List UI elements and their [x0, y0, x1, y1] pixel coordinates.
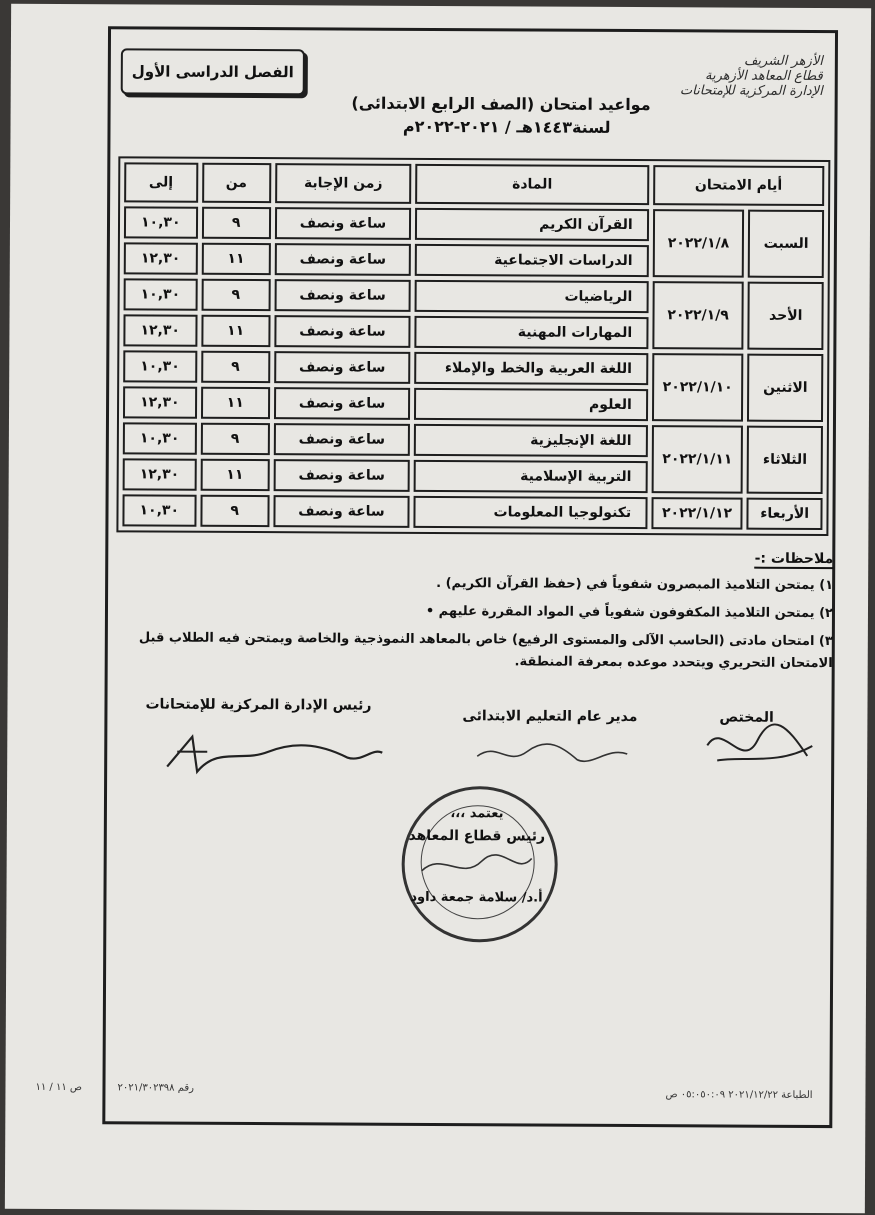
- stamp-line-2: رئيس قطاع المعاهد: [408, 827, 546, 845]
- subject-cell: تكنولوجيا المعلومات: [414, 496, 648, 529]
- duration-cell: ساعة ونصف: [274, 279, 411, 312]
- duration-cell: ساعة ونصف: [274, 387, 411, 420]
- to-cell: ١٠,٣٠: [123, 422, 197, 454]
- to-cell: ١٢,٣٠: [123, 458, 197, 490]
- subject-cell: القرآن الكريم: [415, 208, 649, 241]
- subject-cell: العلوم: [414, 388, 648, 421]
- footer-page-number: ص ١١ / ١١: [35, 1081, 83, 1094]
- notes-section: [123, 544, 834, 675]
- header-from: من: [202, 163, 271, 203]
- date-cell: ٢٠٢٢/١/١٠: [652, 353, 744, 421]
- stamp-line-3: أ.د/ سلامة جمعة داود: [410, 889, 543, 906]
- org-line-3: الإدارة المركزية للإمتحانات: [679, 83, 823, 100]
- table-row: [123, 350, 823, 386]
- to-cell: ١٠,٣٠: [123, 350, 197, 382]
- note-item: ٢) يمتحن التلاميذ المكفوفون شفوياً في المواد المقررة عليهم •: [425, 603, 834, 622]
- from-cell: ١١: [201, 315, 270, 347]
- subject-cell: اللغة الإنجليزية: [414, 424, 648, 457]
- date-cell: ٢٠٢٢/١/١٢: [651, 497, 743, 529]
- from-cell: ٩: [200, 495, 269, 527]
- organization-header: [623, 53, 823, 99]
- to-cell: ١٢,٣٠: [124, 242, 198, 274]
- footer-reference: رقم ٢٠٢١/٣٠٢٣٩٨: [117, 1082, 195, 1094]
- director-signature: [467, 731, 637, 777]
- from-cell: ٩: [201, 207, 270, 239]
- from-cell: ٩: [200, 423, 269, 455]
- stamp-line-1: يعتمد ،،،: [450, 806, 504, 822]
- day-cell: الأربعاء: [747, 498, 823, 530]
- from-cell: ٩: [201, 351, 270, 383]
- org-line-2: قطاع المعاهد الأزهرية: [704, 68, 823, 85]
- exam-schedule-table: [116, 156, 830, 536]
- signature-specialist-label: المختص: [719, 709, 774, 726]
- day-cell: الثلاثاء: [747, 426, 823, 494]
- table-row: [124, 206, 824, 242]
- stamp-signature: [417, 846, 537, 887]
- date-cell: ٢٠٢٢/١/٩: [652, 281, 744, 349]
- duration-cell: ساعة ونصف: [273, 459, 410, 492]
- date-cell: ٢٠٢٢/١/١١: [651, 425, 743, 493]
- header-days: أيام الامتحان: [653, 165, 824, 206]
- title-line-1: مواعيد امتحان (الصف الرابع الابتدائى): [351, 93, 651, 115]
- note-item: ١) يمتحن التلاميذ المبصرون شفوياً في (حفظ القرآن الكريم) .: [436, 575, 834, 594]
- to-cell: ١٠,٣٠: [124, 206, 198, 238]
- footer-print-date: الطباعة ٢٠٢١/١٢/٢٢ ٠٥:٠٥٠:٠٩ ص: [665, 1089, 813, 1101]
- note-item: ٣) امتحان مادتى (الحاسب الآلى والمستوى الرفيع) خاص بالمعاهد النموذجية والخاصة ويمتحن فيه الطلاب قبل الامتحان التحريري ويتحدد موعده بمعرفة المنطقة.: [138, 630, 833, 672]
- specialist-signature: [697, 715, 822, 776]
- header-to: إلى: [124, 162, 198, 202]
- signature-director-label: مدير عام التعليم الابتدائى: [462, 708, 638, 726]
- notes-heading: ملاحظات :-: [754, 550, 834, 568]
- term-label: الفصل الدراسى الأول: [121, 48, 305, 95]
- document-page: [5, 4, 871, 1213]
- to-cell: ١٠,٣٠: [124, 278, 198, 310]
- duration-cell: ساعة ونصف: [273, 495, 410, 528]
- subject-cell: المهارات المهنية: [415, 316, 649, 349]
- duration-cell: ساعة ونصف: [274, 423, 411, 456]
- table-row: [124, 278, 824, 314]
- day-cell: السبت: [748, 210, 824, 278]
- table-row: [123, 422, 823, 458]
- from-cell: ٩: [201, 279, 270, 311]
- subject-cell: الرياضيات: [415, 280, 649, 313]
- duration-cell: ساعة ونصف: [274, 315, 411, 348]
- signature-head-label: رئيس الإدارة المركزية للإمتحانات: [145, 696, 372, 714]
- duration-cell: ساعة ونصف: [275, 207, 412, 240]
- day-cell: الاثنين: [747, 354, 823, 422]
- duration-cell: ساعة ونصف: [275, 243, 412, 276]
- org-line-1: الأزهر الشريف: [743, 53, 823, 70]
- table-header-row: [124, 162, 824, 206]
- document-title: [330, 93, 650, 137]
- from-cell: ١١: [200, 459, 269, 491]
- from-cell: ١١: [201, 387, 270, 419]
- date-cell: ٢٠٢٢/١/٨: [652, 209, 744, 277]
- to-cell: ١٠,٣٠: [122, 494, 196, 526]
- from-cell: ١١: [201, 243, 270, 275]
- to-cell: ١٢,٣٠: [123, 314, 197, 346]
- duration-cell: ساعة ونصف: [274, 351, 411, 384]
- to-cell: ١٢,٣٠: [123, 386, 197, 418]
- table-row: [122, 494, 822, 530]
- header-duration: زمن الإجابة: [275, 163, 412, 204]
- day-cell: الأحد: [748, 282, 824, 350]
- subject-cell: الدراسات الاجتماعية: [415, 244, 649, 277]
- subject-cell: التربية الإسلامية: [414, 460, 648, 493]
- title-line-2: لسنة١٤٤٣هـ / ٢٠٢١-٢٠٢٢م: [402, 116, 611, 137]
- header-subject: المادة: [415, 164, 649, 205]
- head-signature: [147, 716, 387, 787]
- subject-cell: اللغة العربية والخط والإملاء: [414, 352, 648, 385]
